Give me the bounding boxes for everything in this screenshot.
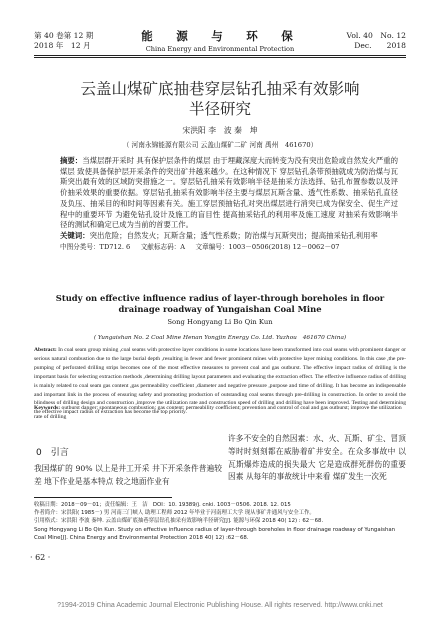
classification-row bbox=[60, 242, 398, 253]
journal-header bbox=[120, 28, 320, 53]
intro-left-column: 我国煤矿的 90% 以上是井工开采 井下开采条件普遍较差 地下作业是基本特点 较之地面作业有 bbox=[34, 464, 222, 486]
affiliation-en: ( Yungaishan No. 2 Coal Mine Henan Yongjin Energy Co. Ltd. Yuzhou 461670 China) bbox=[93, 335, 347, 341]
authors-cn: 宋洪阳 李 波 秦 坤 bbox=[182, 126, 258, 135]
abstract-cn bbox=[60, 156, 398, 252]
received-text: 收稿日期：2018－09－01；责任编辑：王 洁 bbox=[34, 502, 148, 508]
keywords-en bbox=[34, 404, 406, 422]
english-title bbox=[40, 293, 400, 314]
keywords-label: 关键词： bbox=[60, 230, 90, 240]
title-line-2: 半径研究 bbox=[188, 100, 251, 118]
article-number: 文章编号：1003－0506(2018) 12－0062－07 bbox=[195, 242, 340, 251]
keywords-en-text: outburst danger; spontaneous combustion; gas content; permeability coefficient; prevention and control of coal and gas outburst; improve the utilization rate of drilling bbox=[34, 405, 402, 420]
abstract-en-text: In coal seam group mining ,coal seams with protective layer conditions in some locations have been transformed into coal seams with prominent danger or serious natural combustion due to the large burial depth ,resulting in fewer and fewer prominent mines with protective layer mining conditions. In this case ,the pre-pumping of perforated drilling strips becomes one of the most effective measures to prevent coal and gas outburst. The effective impact radius of drilling is the important basis for selecting extraction methods ,determining drilling layout parameters and evaluating the extraction effect. The effective influence radius of drilling is mainly related to coal seam gas content ,gas permeability coefficient ,diameter and negative pressure ,purpose and time of drilling. It has become an indispensable and important link in the process of ensuring safety and promoting production of outstanding coal seams through pre-drilling in construction. In order to avoid the blindness of drilling design and construction ,improve the utilization rate and construction speed of drilling and drilling have been improved. Testing and determining the effective impact radius of extraction has become the top priority. bbox=[34, 347, 406, 416]
footnote-rule bbox=[34, 497, 172, 498]
date-en: Dec. 2018 bbox=[354, 41, 406, 50]
author-bio: 作者简介：宋洪阳( 1985－) 男 河南三门峡人 助理工程师 2012 年毕业于河南理工大学 现从事矿井通风与安全工作。 bbox=[34, 510, 315, 517]
volume-issue-cn: 第 40 卷第 12 期 bbox=[34, 31, 94, 40]
page-number: · 62 · bbox=[30, 553, 51, 562]
doi-text: DOI：10. 19389/j. cnki. 1003－0506. 2018. 12. 015 bbox=[152, 502, 291, 508]
authors-en: Song Hongyang Li Bo Qin Kun bbox=[167, 318, 273, 326]
affiliation-cn: （ 河南永锦能源有限公司 云盖山煤矿二矿 河南 禹州 461670） bbox=[122, 141, 318, 149]
abstract-paragraph bbox=[60, 156, 398, 231]
journal-name-cn: 能 源 与 环 保 bbox=[141, 29, 299, 43]
journal-name-en: China Energy and Environmental Protection bbox=[145, 45, 295, 53]
citation-en: Song Hongyang Li Bo Qin Kun. Study on effective influence radius of layer-through boreholes in floor drainage roadway of Yungaishan Coal Mine[J]. China Energy and Environmental Protection 2018 40( 12) :62－68. bbox=[34, 526, 396, 541]
title-line-1: 云盖山煤矿底抽巷穿层钻孔抽采有效影响 bbox=[80, 80, 360, 98]
header-volume-en bbox=[347, 31, 406, 51]
header-volume-cn bbox=[34, 31, 93, 51]
abstract-label: 摘要： bbox=[60, 156, 83, 165]
footnote-block bbox=[34, 501, 406, 542]
date-cn: 2018 年 12 月 bbox=[34, 41, 91, 50]
header-rule-top bbox=[34, 55, 406, 56]
keywords-paragraph bbox=[60, 231, 398, 242]
header-rule-bottom bbox=[34, 57, 406, 58]
volume-issue-en: Vol. 40 No. 12 bbox=[346, 31, 406, 40]
english-title-line-2: drainage roadway of Yungaishan Coal Mine bbox=[118, 303, 322, 314]
article-title bbox=[30, 79, 410, 119]
clc-number: 中图分类号：TD712. 6 bbox=[60, 242, 131, 251]
received-date bbox=[34, 501, 406, 509]
document-code: 文献标志码：A bbox=[140, 242, 186, 251]
abstract-en-label: Abstract: bbox=[34, 347, 57, 353]
copyright-watermark: ?1994-2019 China Academic Journal Electronic Publishing House. All rights reserved. http://www.cnki.net bbox=[57, 602, 383, 609]
citation-cn: 引用格式：宋洪阳 李波 秦坤. 云盖山煤矿底抽巷穿层钻孔抽采有效影响半径研究[J]. 能源与环保 2018 40( 12) : 62－68. bbox=[34, 518, 324, 525]
keywords-en-label: Keywords: bbox=[34, 405, 61, 411]
section-heading-intro: 0 引言 bbox=[36, 448, 69, 458]
english-title-line-1: Study on effective influence radius of layer-through boreholes in floor bbox=[55, 293, 385, 303]
intro-right-column: 许多不安全的自然因素：水、火、瓦斯、矿尘、冒顶等时时刻刻都在威胁着矿井安全。在众多事故中 以瓦斯爆炸造成的损失最大 它是造成群死群伤的重要因素 从每年的事故统计中来看 煤矿发生一次死 bbox=[228, 434, 406, 482]
keywords-text: 突出危险；自然发火；瓦斯含量；透气性系数；防治煤与瓦斯突出；提高抽采钻孔利用率 bbox=[89, 230, 378, 240]
abstract-text: 当煤层群开采时 具有保护层条件的煤层 由于埋藏深度大而转变为没有突出危险或自然发火严重的煤层 致使具备保护层开采条件的突出矿井越来越少。在这种情况下 穿层钻孔条带预抽就成为防治煤与瓦斯突出最有效的区域防突措施之一。穿层钻孔抽采有效影响半径是抽采方法选择、钻孔布置参数以及评价抽采效果的重要依据。穿层钻孔抽采有效影响半径主要与煤层瓦斯含量、透气性系数、抽采钻孔直径及负压、抽采目的和时间等因素有关。施工穿层预抽钻孔对突出煤层进行消突已成为保安全、促生产过程中的重要环节 为避免钻孔设计及施工的盲目性 提高抽采钻孔的利用率及施工速度 对抽采有效影响半径的测试和确定已成为当前的首要工作。 bbox=[60, 156, 398, 230]
